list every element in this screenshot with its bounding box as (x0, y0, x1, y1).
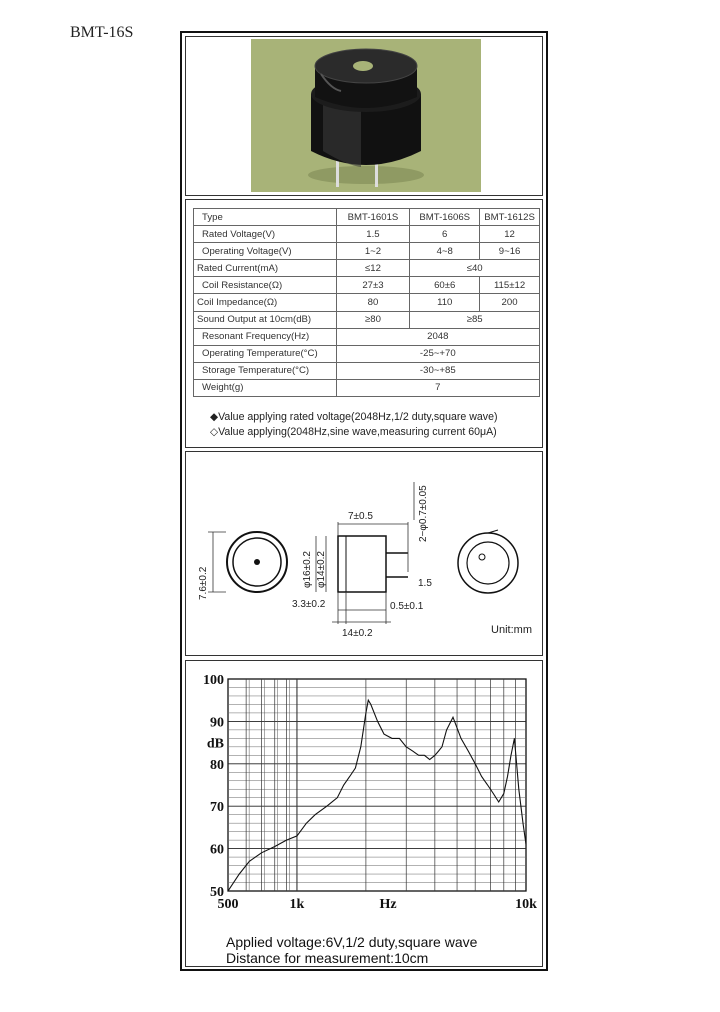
row-label: Sound Output at 10cm(dB) (194, 311, 337, 328)
row-label: Coil Impedance(Ω) (194, 294, 337, 311)
cell-value: ≥80 (336, 311, 410, 328)
cell-value: ≤40 (410, 260, 540, 277)
dimension-panel (185, 451, 543, 656)
back-view (458, 530, 518, 593)
y-tick-label: 100 (203, 673, 224, 688)
cell-value: 110 (410, 294, 480, 311)
unit-label: Unit:mm (491, 624, 532, 636)
cell-value: 115±12 (480, 277, 540, 294)
series-line (228, 700, 526, 891)
caption-voltage: Applied voltage:6V,1/2 duty,square wave (226, 934, 478, 950)
cell-value: -25~+70 (336, 345, 539, 362)
table-row (194, 260, 540, 277)
buzzer-image (251, 39, 481, 192)
header-model-3: BMT-1612S (480, 209, 540, 226)
row-label: Weight(g) (194, 379, 337, 396)
header-model-1: BMT-1601S (336, 209, 410, 226)
y-tick-label: 50 (210, 885, 224, 900)
table-row (194, 345, 540, 362)
dim-inner-dia: φ14±0.2 (316, 551, 327, 588)
front-view (198, 532, 287, 600)
y-tick-label: dB (206, 736, 224, 752)
chart-panel (185, 660, 543, 967)
note-filled: ◆Value applying rated voltage(2048Hz,1/2 duty,square wave) (210, 411, 498, 423)
table-row (194, 226, 540, 243)
table-row (194, 243, 540, 260)
x-tick-label: 1k (289, 897, 305, 912)
cell-value: ≥85 (410, 311, 540, 328)
cell-value: 2048 (336, 328, 539, 345)
y-tick-label: 90 (210, 715, 224, 731)
y-tick-label: 70 (210, 800, 224, 816)
header-model-2: BMT-1606S (410, 209, 480, 226)
dim-pin-dia: 2−φ0.7±0.05 (418, 485, 429, 542)
dim-outer-dia: φ16±0.2 (302, 551, 313, 588)
row-label: Operating Temperature(°C) (194, 345, 337, 362)
cell-value: 200 (480, 294, 540, 311)
row-label: Resonant Frequency(Hz) (194, 328, 337, 345)
table-row (194, 379, 540, 396)
x-tick-label: 10k (515, 897, 537, 912)
cell-value: 12 (480, 226, 540, 243)
x-tick-label: Hz (379, 897, 397, 912)
table-row (194, 311, 540, 328)
row-label: Rated Voltage(V) (194, 226, 337, 243)
plot-area (228, 679, 526, 891)
y-tick-label: 80 (210, 757, 224, 773)
cell-value: 1~2 (336, 243, 410, 260)
cell-value: 9~16 (480, 243, 540, 260)
table-row (194, 328, 540, 345)
header-type: Type (194, 209, 337, 226)
product-photo (251, 39, 481, 192)
note-hollow: ◇Value applying(2048Hz,sine wave,measuring current 60μA) (210, 426, 497, 438)
dim-pin-len: 1.5 (418, 578, 432, 589)
spec-panel (185, 199, 543, 448)
cell-value: 7 (336, 379, 539, 396)
cell-value: 60±6 (410, 277, 480, 294)
cell-value: 80 (336, 294, 410, 311)
x-tick-label: 500 (217, 897, 239, 912)
datasheet-frame (180, 31, 548, 971)
table-row (194, 362, 540, 379)
cell-value: 4~8 (410, 243, 480, 260)
spec-table (193, 208, 540, 397)
row-label: Operating Voltage(V) (194, 243, 337, 260)
y-tick-label: 60 (210, 842, 224, 858)
dim-height: 14±0.2 (342, 628, 373, 639)
side-view (292, 482, 432, 639)
dim-pin-dia-2: 0.5±0.1 (390, 601, 424, 612)
row-label: Rated Current(mA) (194, 260, 337, 277)
frequency-response-chart (186, 661, 548, 912)
cell-value: -30~+85 (336, 362, 539, 379)
caption-distance: Distance for measurement:10cm (226, 950, 429, 966)
part-number: BMT-16S (70, 24, 134, 41)
dim-base: 3.3±0.2 (292, 599, 326, 610)
product-photo-panel (185, 36, 543, 196)
cell-value: 27±3 (336, 277, 410, 294)
table-header-row (194, 209, 540, 226)
cell-value: 6 (410, 226, 480, 243)
cell-value: ≤12 (336, 260, 410, 277)
cell-value: 1.5 (336, 226, 410, 243)
table-row (194, 277, 540, 294)
dim-pin-spacing: 7±0.5 (348, 511, 373, 522)
row-label: Coil Resistance(Ω) (194, 277, 337, 294)
table-row (194, 294, 540, 311)
row-label: Storage Temperature(°C) (194, 362, 337, 379)
dim-front-width: 7.6±0.2 (198, 566, 209, 600)
